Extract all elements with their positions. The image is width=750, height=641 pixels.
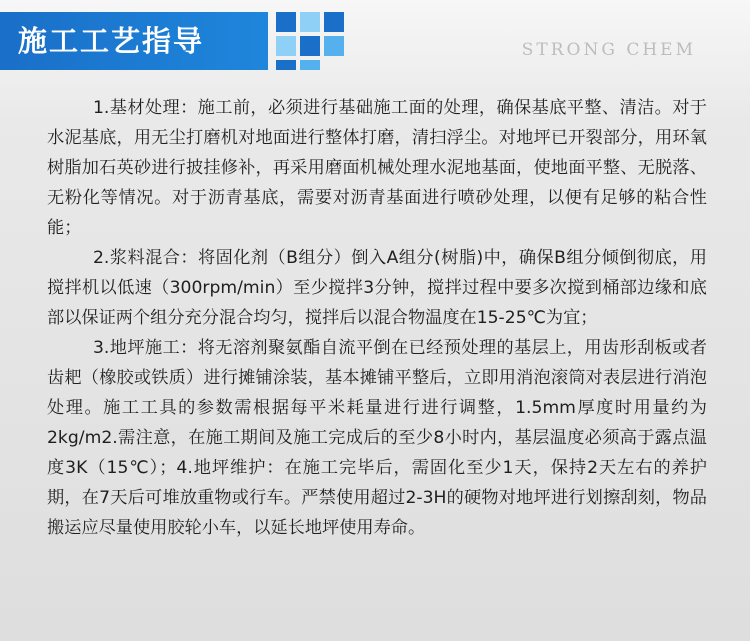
- page-title: 施工工艺指导: [18, 24, 205, 58]
- brand-watermark: STRONG CHEM: [521, 40, 696, 60]
- paragraph-substrate: 1.基材处理：施工前，必须进行基础施工面的处理，确保基底平整、清洁。对于水泥基底，用无尘打磨机对地面进行整体打磨，清扫浮尘。对地坪已开裂部分，用环氧树脂加石英砂进行披挂修补，再采用磨面机械处理水泥地基面，使地面平整、无脱落、无粉化等情况。对于沥青基底，需要对沥青基面进行喷砂处理，以便有足够的粘合性能；: [47, 98, 707, 238]
- decorative-squares-icon: [276, 12, 348, 70]
- instructions-body: [47, 93, 707, 543]
- paragraph-mixing: 2.浆料混合：将固化剂（B组分）倒入A组分(树脂)中，确保B组分倾倒彻底，用搅拌机以低速（300rpm/min）至少搅拌3分钟，搅拌过程中要多次搅到桶部边缘和底部以保证两个组分充分混合均匀，搅拌后以混合物温度在15-25℃为宜；: [47, 248, 707, 328]
- title-banner: [0, 12, 268, 70]
- paragraph-application: 3.地坪施工：将无溶剂聚氨酯自流平倒在已经预处理的基层上，用齿形刮板或者齿耙（橡胶或铁质）进行摊铺涂装，基本摊铺平整后，立即用消泡滚筒对表层进行消泡处理。施工工具的参数需根据每平米耗量进行进行调整，1.5mm厚度时用量约为2kg/m2.需注意，在施工期间及施工完成后的至少8小时内，基层温度必须高于露点温度3K（15℃）；4.地坪维护：在施工完毕后，需固化至少1天，保持2天左右的养护期，在7天后可堆放重物或行车。严禁使用超过2-3H的硬物对地坪进行划擦刮刻，物品搬运应尽量使用胶轮小车，以延长地坪使用寿命。: [47, 338, 707, 538]
